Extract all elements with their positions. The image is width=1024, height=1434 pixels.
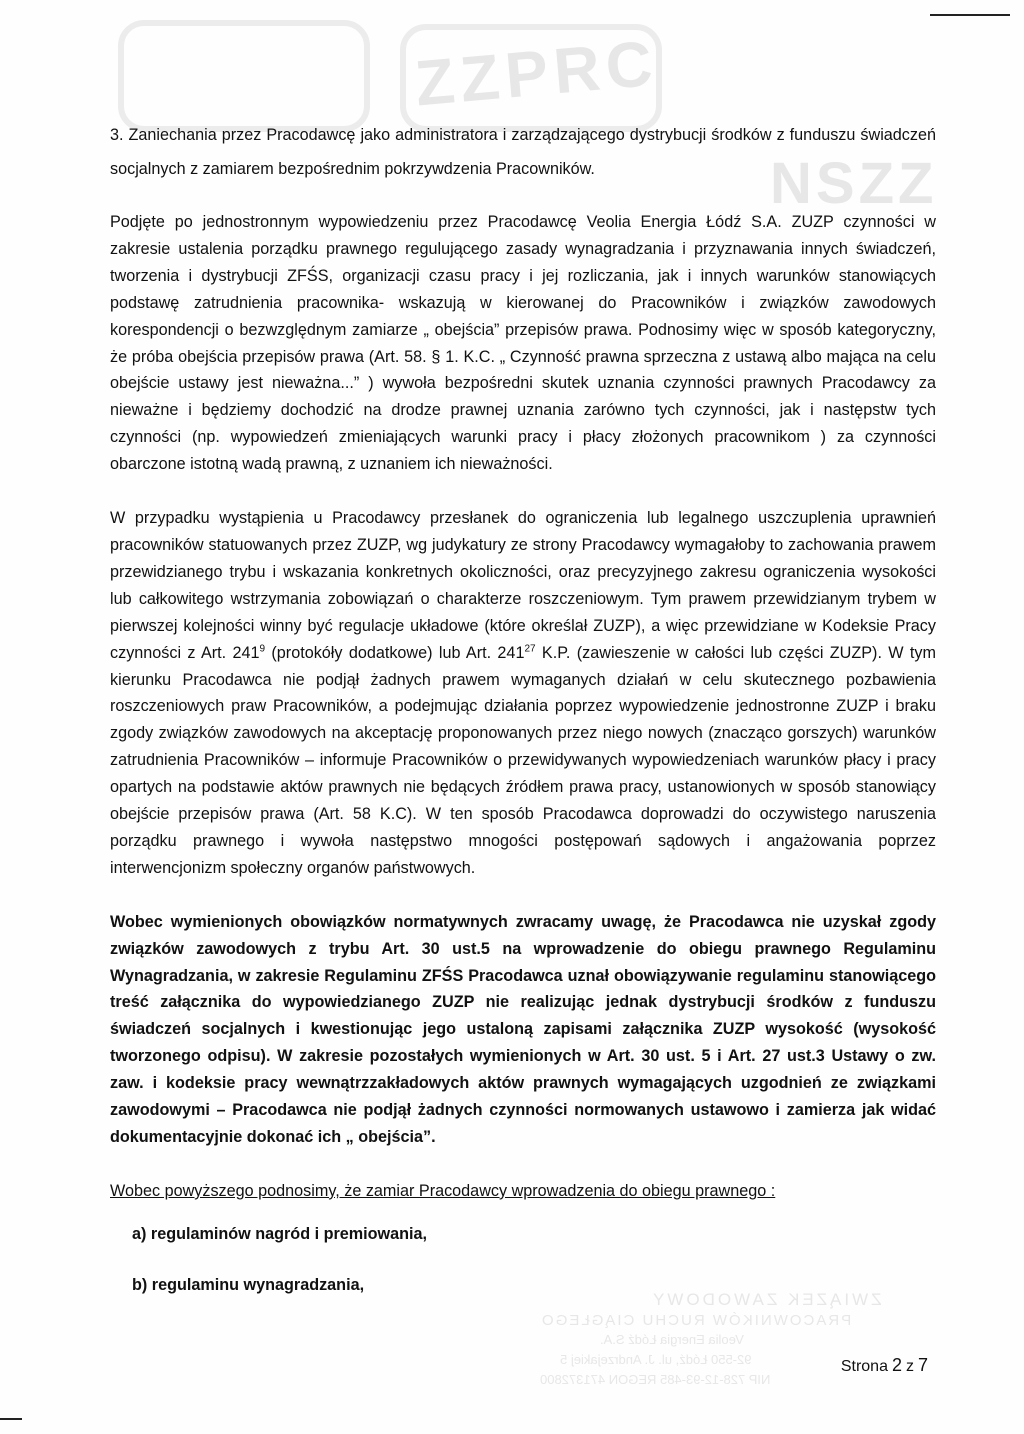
paragraph-2 bbox=[110, 505, 936, 882]
paragraph-1: Podjęte po jednostronnym wypowiedzeniu przez Pracodawcę Veolia Energia Łódź S.A. ZUZP czynności w zakresie ustalenia porządku prawnego regulującego zasady wynagradzania i przyznawania innych świadczeń, tworzenia i dystrybucji ZFŚS, organizacji czasu pracy i jej rozliczania, jak i innych warunków stanowiących podstawę zatrudnienia pracownika- wskazują w kierowanej do Pracowników i związków zawodowych korespondencji o bezwzględnym zamiarze „ obejścia” przepisów prawa. Podnosimy więc w sposób kategoryczny, że próba obejścia przepisów prawa (Art. 58. § 1. K.C. „ Czynność prawna sprzeczna z ustawą albo mająca na celu obejście ustawy jest nieważna...” ) wywoła bezpośredni skutek uznania czynności prawnych Pracodawcy za nieważne i będziemy dochodzić na drodze prawnej uznania zarówno tych czynności, jak i następstw tych czynności (np. wypowiedzeń zmieniających warunki pracy i płacy złożonych pracownikom ) za czynności obarczone istotną wadą prawną, z uznaniem ich nieważności. bbox=[110, 213, 936, 474]
footer-total-pages: 7 bbox=[917, 1355, 928, 1375]
scan-edge-bottom-left bbox=[0, 1418, 22, 1420]
superscript-27: 27 bbox=[524, 643, 536, 655]
paragraph-3-bold: Wobec wymienionych obowiązków normatywnych zwracamy uwagę, że Pracodawca nie uzyskał zgody związków zawodowych z trybu Art. 30 ust.5 na wprowadzenie do obiegu prawnego Regulaminu Wynagradzania, w zakresie Regulaminu ZFŚS Pracodawca uznał obowiązywanie regulaminu stanowiącego treść załącznika do wypowiedzianego ZUZP nie realizując jednak dystrybucji środków z funduszu świadczeń socjalnych i kwestionując jego ustaloną zapisami załącznika ZUZP wysokość (wysokość tworzonego odpisu). W zakresie pozostałych wymienionych w Art. 30 ust. 5 i Art. 27 ust.3 Ustawy o zw. zaw. i kodeksie pracy wewnątrzzakładowych aktów prawnych wymagających uzgodnień ze związkami zawodowymi – Pracodawca nie podjął żadnych czynności normowanych ustawowo i zamierza jak widać dokumentacyjnie dokonać ich „ obejścia”. bbox=[110, 912, 936, 1146]
document-body bbox=[110, 118, 936, 1299]
underlined-intro: Wobec powyższego podnosimy, że zamiar Pracodawcy wprowadzenia do obiegu prawnego : bbox=[110, 1181, 776, 1200]
section-3-heading: 3. Zaniechania przez Pracodawcę jako administratora i zarządzającego dystrybucji środków z funduszu świadczeń socjalnych z zamiarem bezpośrednim pokrzywdzenia Pracowników. bbox=[110, 126, 936, 178]
ghost-letterhead-logo: ZZPRC bbox=[412, 26, 661, 120]
ghost-stamp-line-5: NIP 728-12-93-485 REGON 471372800 bbox=[540, 1372, 771, 1387]
scan-edge-top-right bbox=[930, 14, 1010, 16]
paragraph-2-part-b: (protokóły dodatkowe) lub Art. 241 bbox=[265, 643, 525, 662]
page-footer bbox=[841, 1355, 928, 1376]
footer-separator: z bbox=[905, 1358, 914, 1375]
paragraph-2-part-a: W przypadku wystąpienia u Pracodawcy przesłanek do ograniczenia lub legalnego uszczuplenia uprawnień pracowników statuowanych przez ZUZP, wg judykatury ze strony Pracodawcy wymagałoby to zachowania prawem przewidzianego trybu i wskazania konkretnych okoliczności, oraz precyzyjnego zakresu ograniczenia wysokości lub całkowitego wstrzymania zobowiązań o charakterze roszczeniowym. Tym prawem przewidzianym trybem w pierwszej kolejności winny być regulacje układowe (które określał ZUZP), a więc przewidziane w Kodeksie Pracy czynności z Art. 241 bbox=[110, 509, 936, 662]
list-item-b: b) regulaminu wynagradzania, bbox=[132, 1275, 365, 1294]
ghost-logo-frame bbox=[118, 20, 370, 132]
superscript-9: 9 bbox=[259, 643, 266, 655]
ghost-letterhead-nszz: NSZZ bbox=[770, 151, 938, 216]
footer-current-page: 2 bbox=[891, 1355, 902, 1375]
ghost-stamp-line-4: 92-550 Łódź, ul. J. Andrzejakiej 5 bbox=[560, 1352, 752, 1367]
ghost-stamp-line-3: Veolia Energia Łódź S.A. bbox=[600, 1332, 744, 1347]
paragraph-2-part-c: K.P. (zawieszenie w całości lub części ZUZP). W tym kierunku Pracodawca nie podjął żadnych prawem wymaganych działań w celu skutecznego pozbawienia roszczeniowych praw Pracowników, a podejmując działania poprzez wypowiedzenie jednostronne ZUZP i braku zgody związków zawodowych na akceptację proponowanych przez niego nowych (znacząco gorszych) warunków zatrudnienia Pracowników – informuje Pracowników o przewidywanych wypowiedzeniach warunków płacy i pracy opartych na podstawie aktów prawnych nie będących źródłem prawa pracy, ustanowionych w sposób stanowiący obejście przepisów prawa (Art. 58 K.C). W ten sposób Pracodawca doprowadzi do oczywistego naruszenia porządku prawnego i wywoła następstwo mnogości postępowań sądowych i angażowania poprzez interwencjonizm społeczny organów państwowych. bbox=[110, 643, 936, 877]
ghost-logo-frame-2 bbox=[400, 24, 662, 132]
list-item-a: a) regulaminów nagród i premiowania, bbox=[132, 1224, 428, 1243]
ghost-stamp-line-1: ZWIĄZEK ZAWODOWY bbox=[650, 1290, 882, 1309]
footer-label: Strona bbox=[840, 1358, 888, 1375]
ghost-stamp-line-2: PRACOWNIKÓW RUCHU CIĄGŁEGO bbox=[540, 1312, 852, 1329]
